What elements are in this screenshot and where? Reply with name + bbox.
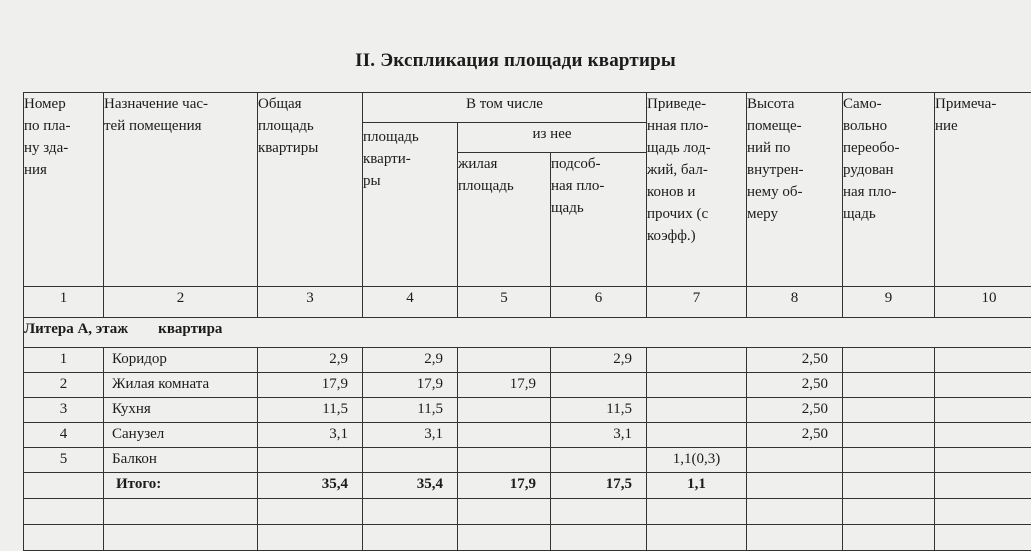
height-cell: 2,50	[747, 423, 843, 448]
balcony-area-cell	[647, 398, 747, 423]
header-of-which: из нее	[458, 123, 647, 153]
unauthorized-cell	[843, 423, 935, 448]
totals-label: Итого:	[104, 473, 258, 499]
header-note: Примеча- ние	[935, 93, 1031, 287]
unauthorized-cell	[843, 348, 935, 373]
note-cell	[935, 448, 1031, 473]
column-number: 1	[24, 287, 104, 318]
table-row	[24, 348, 1031, 373]
empty-cell	[935, 499, 1031, 525]
document-title: II. Экспликация площади квартиры	[0, 50, 1031, 72]
empty-cell	[551, 525, 647, 551]
section-label: Литера А, этаж квартира	[24, 318, 1031, 348]
column-number: 9	[843, 287, 935, 318]
column-number: 3	[258, 287, 363, 318]
auxiliary-area-cell: 11,5	[551, 398, 647, 423]
totals-row	[24, 473, 1031, 499]
balcony-area-cell	[647, 373, 747, 398]
empty-row	[24, 499, 1031, 525]
totals-balcony-area: 1,1	[647, 473, 747, 499]
note-cell	[935, 348, 1031, 373]
header-living-area: жилая площадь	[458, 153, 551, 287]
table-row	[24, 423, 1031, 448]
totals-apartment-area: 35,4	[363, 473, 458, 499]
apartment-area-cell: 2,9	[363, 348, 458, 373]
balcony-area-cell: 1,1(0,3)	[647, 448, 747, 473]
empty-cell	[458, 499, 551, 525]
living-area-cell	[458, 448, 551, 473]
header-including: В том числе	[363, 93, 647, 123]
balcony-area-cell	[647, 348, 747, 373]
header-room-height: Высота помеще- ний по внутрен- нему об- меру	[747, 93, 843, 287]
total-area-cell	[258, 448, 363, 473]
room-number: 1	[24, 348, 104, 373]
height-cell: 2,50	[747, 373, 843, 398]
totals-total-area: 35,4	[258, 473, 363, 499]
room-number: 4	[24, 423, 104, 448]
living-area-cell	[458, 348, 551, 373]
empty-cell	[24, 499, 104, 525]
note-cell	[935, 423, 1031, 448]
empty-cell	[647, 499, 747, 525]
note-cell	[935, 373, 1031, 398]
living-area-cell: 17,9	[458, 373, 551, 398]
column-number: 8	[747, 287, 843, 318]
header-unauthorized-area: Само- вольно переобо- рудован ная пло- щадь	[843, 93, 935, 287]
empty-cell	[104, 525, 258, 551]
header-room-purpose: Назначение час- тей помещения	[104, 93, 258, 287]
column-number: 5	[458, 287, 551, 318]
total-area-cell: 2,9	[258, 348, 363, 373]
empty-cell	[843, 525, 935, 551]
living-area-cell	[458, 398, 551, 423]
apartment-area-cell: 3,1	[363, 423, 458, 448]
column-number: 7	[647, 287, 747, 318]
unauthorized-cell	[843, 373, 935, 398]
column-numbers-row	[24, 287, 1031, 318]
apartment-area-cell	[363, 448, 458, 473]
empty-cell	[258, 499, 363, 525]
apartment-area-cell: 17,9	[363, 373, 458, 398]
empty-cell	[747, 525, 843, 551]
column-number: 6	[551, 287, 647, 318]
empty-cell	[363, 499, 458, 525]
room-name: Балкон	[104, 448, 258, 473]
empty-cell	[258, 525, 363, 551]
room-name: Жилая комната	[104, 373, 258, 398]
empty-cell	[24, 525, 104, 551]
explication-table	[23, 92, 1031, 551]
living-area-cell	[458, 423, 551, 448]
empty-cell	[647, 525, 747, 551]
total-area-cell: 17,9	[258, 373, 363, 398]
empty-cell	[551, 499, 647, 525]
height-cell: 2,50	[747, 398, 843, 423]
room-name: Кухня	[104, 398, 258, 423]
empty-cell	[104, 499, 258, 525]
header-auxiliary-area: подсоб- ная пло- щадь	[551, 153, 647, 287]
total-area-cell: 3,1	[258, 423, 363, 448]
table-row	[24, 448, 1031, 473]
totals-living-area: 17,9	[458, 473, 551, 499]
header-total-area: Общая площадь квартиры	[258, 93, 363, 287]
total-area-cell: 11,5	[258, 398, 363, 423]
empty-cell	[363, 525, 458, 551]
room-number: 2	[24, 373, 104, 398]
header-plan-number: Номер по пла- ну зда- ния	[24, 93, 104, 287]
column-number: 10	[935, 287, 1031, 318]
table-row	[24, 373, 1031, 398]
totals-unauthorized	[843, 473, 935, 499]
room-name: Коридор	[104, 348, 258, 373]
empty-cell	[843, 499, 935, 525]
column-number: 2	[104, 287, 258, 318]
auxiliary-area-cell	[551, 373, 647, 398]
room-name: Санузел	[104, 423, 258, 448]
auxiliary-area-cell	[551, 448, 647, 473]
empty-cell	[458, 525, 551, 551]
totals-empty-cell	[24, 473, 104, 499]
unauthorized-cell	[843, 398, 935, 423]
room-number: 5	[24, 448, 104, 473]
height-cell	[747, 448, 843, 473]
table-row	[24, 398, 1031, 423]
room-number: 3	[24, 398, 104, 423]
height-cell: 2,50	[747, 348, 843, 373]
totals-auxiliary-area: 17,5	[551, 473, 647, 499]
totals-note	[935, 473, 1031, 499]
auxiliary-area-cell: 2,9	[551, 348, 647, 373]
unauthorized-cell	[843, 448, 935, 473]
balcony-area-cell	[647, 423, 747, 448]
totals-height	[747, 473, 843, 499]
header-apartment-area: площадь кварти- ры	[363, 123, 458, 287]
empty-row	[24, 525, 1031, 551]
empty-cell	[747, 499, 843, 525]
auxiliary-area-cell: 3,1	[551, 423, 647, 448]
column-number: 4	[363, 287, 458, 318]
note-cell	[935, 398, 1031, 423]
header-balcony-area: Приведе- нная пло- щадь лод- жий, бал- конов и прочих (с коэфф.)	[647, 93, 747, 287]
apartment-area-cell: 11,5	[363, 398, 458, 423]
empty-cell	[935, 525, 1031, 551]
